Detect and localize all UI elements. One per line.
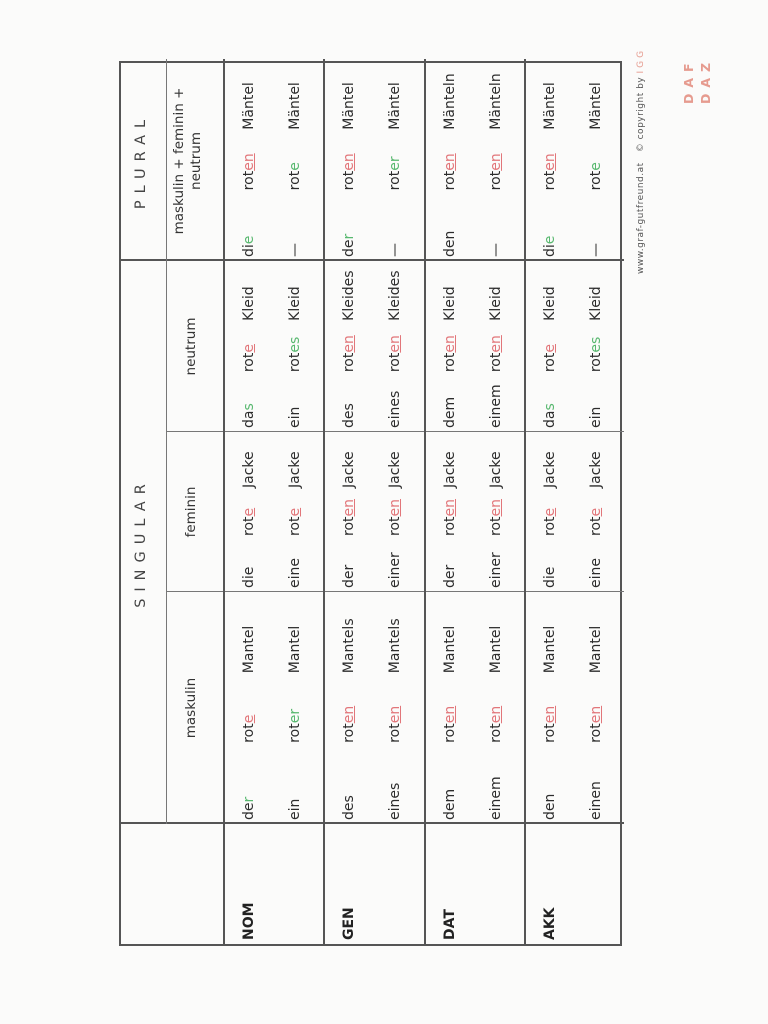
noun: Mäntel: [541, 82, 558, 130]
neutrum-header: neutrum: [183, 317, 199, 376]
logo-line-2: DAZ: [698, 56, 713, 104]
article: einer: [487, 552, 504, 588]
article: einer: [387, 552, 404, 588]
noun: Kleid: [587, 286, 604, 321]
feminin-header: feminin: [183, 486, 199, 538]
noun: Jacke: [487, 451, 504, 488]
article: des: [341, 403, 358, 428]
case-label: NOM: [241, 902, 257, 940]
noun: Mäntel: [387, 82, 404, 130]
adjective: rote: [587, 162, 604, 191]
adjective: roten: [341, 498, 358, 536]
footer-initials: IGG: [636, 47, 646, 74]
article: eines: [387, 390, 404, 428]
noun: Kleid: [441, 286, 458, 321]
adjective: roter: [387, 156, 404, 191]
plural-header: PLURAL: [133, 112, 149, 210]
noun: Kleid: [241, 286, 257, 321]
noun: Mäntel: [287, 82, 303, 130]
article: der: [241, 796, 257, 820]
footer-url: www.graf-gutfreund.at: [636, 162, 646, 274]
divider-gender-header: [166, 59, 167, 824]
noun: Jacke: [341, 451, 358, 488]
adjective: roten: [387, 705, 404, 743]
adjective: roten: [387, 498, 404, 536]
article: ein: [587, 406, 604, 428]
adjective: roten: [341, 153, 358, 191]
adjective: rotes: [587, 336, 604, 373]
adjective: rote: [241, 344, 257, 373]
noun: Mäntel: [241, 82, 257, 130]
divider-singular-plural: [121, 259, 624, 261]
article: ein: [287, 798, 303, 820]
adjective: roten: [541, 705, 558, 743]
divider-case-row: [424, 59, 426, 944]
article: einem: [487, 776, 504, 820]
adjective: roter: [287, 708, 303, 743]
article: das: [241, 403, 257, 428]
adjective: roten: [241, 153, 257, 191]
case-label: AKK: [541, 907, 558, 940]
article: —: [387, 243, 404, 257]
adjective: roten: [487, 335, 504, 373]
article: der: [441, 564, 458, 588]
adjective: roten: [441, 705, 458, 743]
adjective: rote: [587, 507, 604, 536]
article: der: [341, 564, 358, 588]
case-label: GEN: [341, 907, 358, 940]
noun: Mänteln: [487, 73, 504, 130]
article: die: [541, 566, 558, 588]
adjective: roten: [487, 153, 504, 191]
adjective: roten: [387, 335, 404, 373]
daf-daz-logo: [680, 4, 714, 104]
article: —: [287, 243, 303, 257]
article: einen: [587, 781, 604, 820]
adjective: roten: [441, 153, 458, 191]
case-label: DAT: [441, 909, 458, 940]
adjective: rotes: [287, 336, 303, 373]
plural-gender-header: maskulin + feminin + neutrum: [171, 87, 204, 235]
article: das: [541, 403, 558, 428]
noun: Mänteln: [441, 73, 458, 130]
adjective: roten: [487, 498, 504, 536]
divider-maskulin-feminin: [166, 591, 624, 592]
adjective: roten: [341, 705, 358, 743]
divider-case-row: [223, 59, 225, 944]
divider-feminin-neutrum: [166, 431, 624, 432]
adjective: rote: [541, 507, 558, 536]
adjective: roten: [587, 705, 604, 743]
article: des: [341, 795, 358, 820]
adjective: roten: [441, 498, 458, 536]
article: dem: [441, 396, 458, 428]
noun: Jacke: [387, 451, 404, 488]
article: die: [241, 566, 257, 588]
noun: Jacke: [241, 451, 257, 488]
noun: Kleid: [541, 286, 558, 321]
divider-case-row: [323, 59, 325, 944]
noun: Mantel: [287, 625, 303, 674]
noun: Jacke: [587, 451, 604, 488]
article: —: [487, 243, 504, 257]
article: einem: [487, 384, 504, 428]
adjective: rote: [241, 714, 257, 743]
footer-copyright: © copyright by: [636, 76, 646, 153]
maskulin-header: maskulin: [183, 677, 199, 739]
noun: Jacke: [541, 451, 558, 488]
adjective: roten: [441, 335, 458, 373]
noun: Kleides: [341, 270, 358, 321]
footer: [636, 48, 646, 274]
noun: Mäntel: [341, 82, 358, 130]
noun: Kleides: [387, 270, 404, 321]
noun: Jacke: [441, 451, 458, 488]
noun: Mäntel: [587, 82, 604, 130]
adjective: roten: [341, 335, 358, 373]
article: dem: [441, 788, 458, 820]
singular-header: SINGULAR: [133, 477, 149, 608]
article: den: [441, 230, 458, 257]
adjective: rote: [287, 162, 303, 191]
logo-line-1: DAF: [681, 57, 696, 104]
article: eine: [287, 558, 303, 588]
adjective: rote: [541, 344, 558, 373]
noun: Kleid: [287, 286, 303, 321]
article: eines: [387, 782, 404, 820]
article: die: [241, 235, 257, 257]
noun: Mantel: [541, 625, 558, 674]
declension-table: [119, 61, 622, 946]
noun: Mantel: [587, 625, 604, 674]
article: eine: [587, 558, 604, 588]
adjective: rote: [287, 507, 303, 536]
noun: Mantel: [441, 625, 458, 674]
divider-case-row: [524, 59, 526, 944]
adjective: roten: [487, 705, 504, 743]
noun: Mantels: [341, 618, 358, 674]
noun: Mantel: [241, 625, 257, 674]
article: der: [341, 233, 358, 257]
noun: Mantels: [387, 618, 404, 674]
adjective: rote: [241, 507, 257, 536]
adjective: roten: [541, 153, 558, 191]
noun: Kleid: [487, 286, 504, 321]
divider-case-column: [121, 822, 624, 824]
noun: Jacke: [287, 451, 303, 488]
article: die: [541, 235, 558, 257]
article: ein: [287, 406, 303, 428]
article: —: [587, 243, 604, 257]
noun: Mantel: [487, 625, 504, 674]
article: den: [541, 793, 558, 820]
